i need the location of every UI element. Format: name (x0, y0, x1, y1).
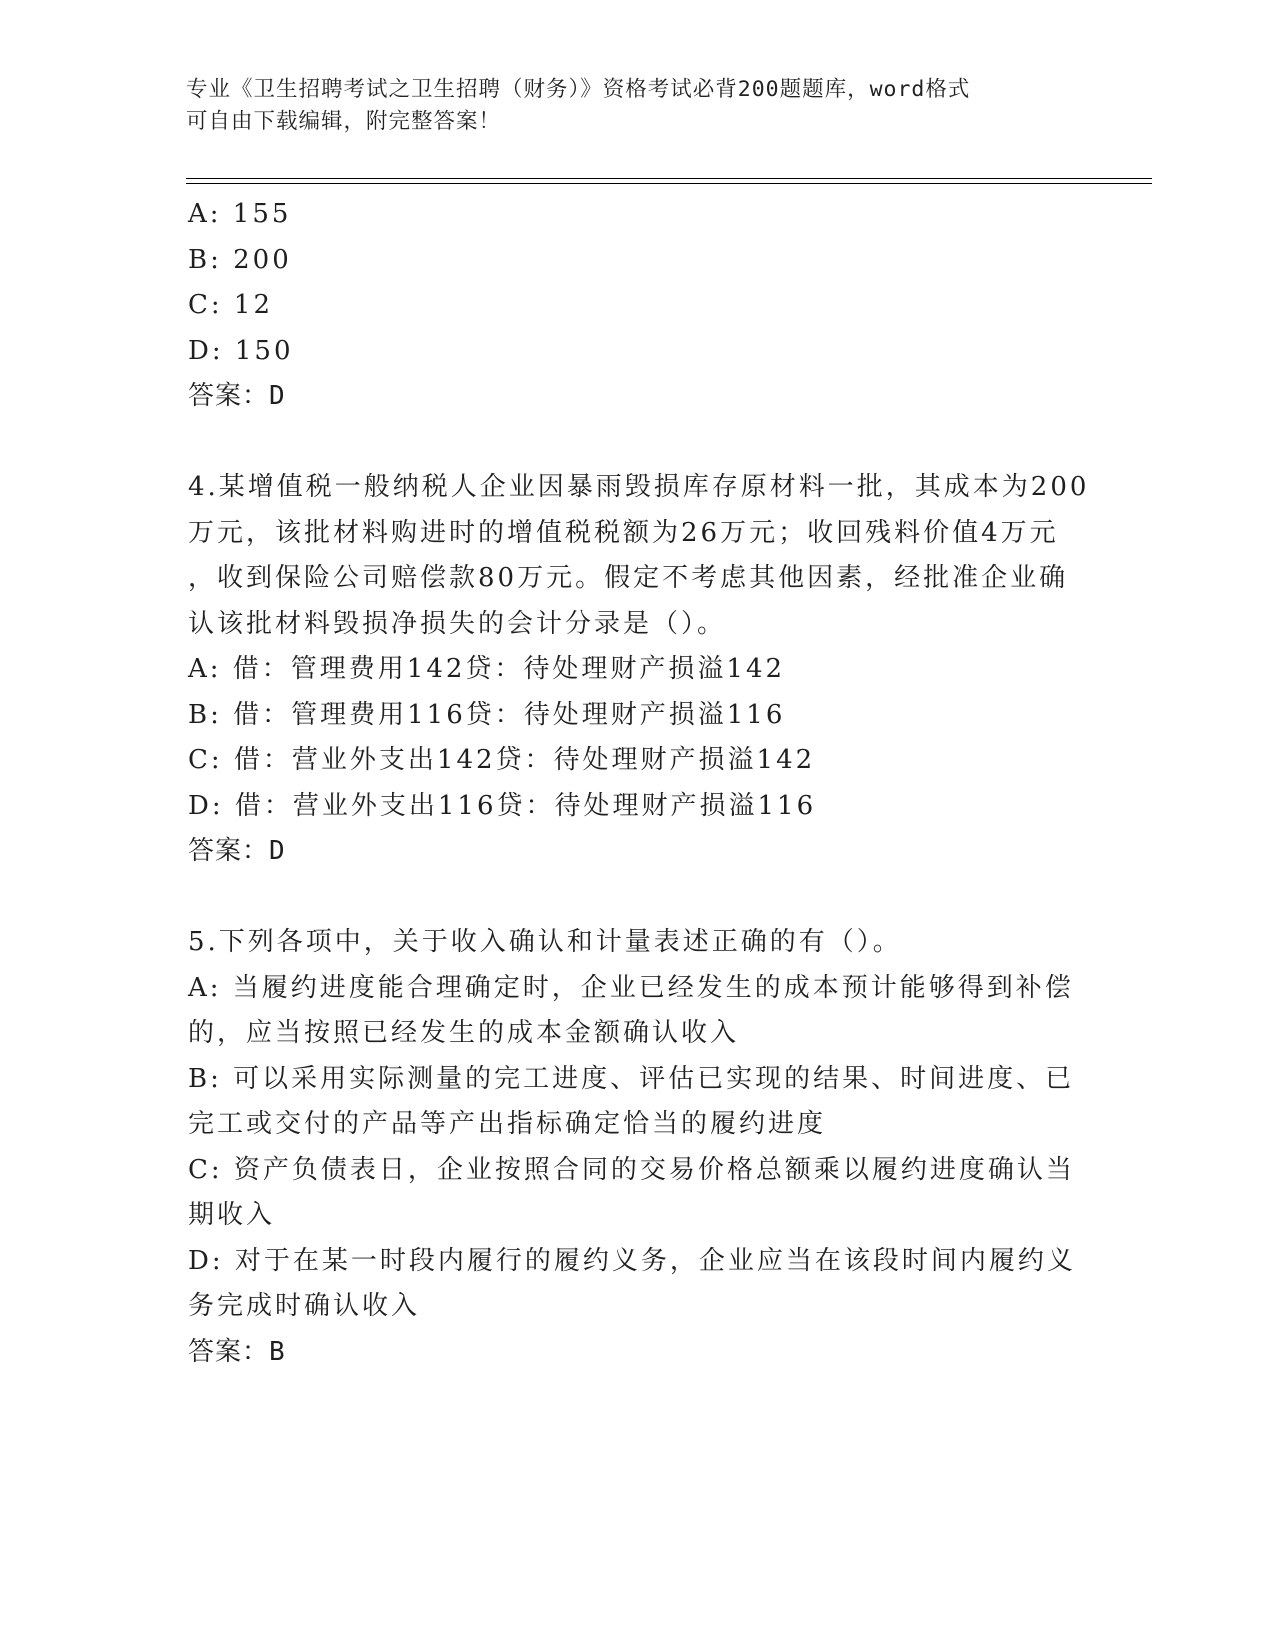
header-title-line-1: 专业《卫生招聘考试之卫生招聘（财务）》资格考试必背200题题库，word格式 (186, 77, 971, 102)
q3-option-a: A: 155 (188, 199, 292, 229)
header-divider-bottom (186, 183, 1152, 184)
q5-option-b-line-1: B: 可以采用实际测量的完工进度、评估已实现的结果、时间进度、已 (188, 1063, 1075, 1094)
q5-option-a-line-1: A: 当履约进度能合理确定时，企业已经发生的成本预计能够得到补偿 (188, 972, 1074, 1003)
spacer (188, 875, 1088, 921)
header-divider-top (186, 178, 1152, 179)
q3-answer: 答案：D (188, 381, 286, 411)
q4-stem-line-1: 4.某增值税一般纳税人企业因暴雨毁损库存原材料一批，其成本为200 (188, 472, 1090, 502)
question-3 (188, 192, 1088, 420)
q3-option-d: D: 150 (188, 335, 294, 366)
q5-option-c-line-1: C: 资产负债表日，企业按照合同的交易价格总额乘以履约进度确认当 (188, 1154, 1075, 1185)
q4-stem-line-3: ，收到保险公司赔偿款80万元。假定不考虑其他因素，经批准企业确 (188, 563, 1069, 593)
question-5 (188, 920, 1088, 1375)
q5-option-d-line-2: 务完成时确认收入 (188, 1291, 421, 1321)
q4-stem-line-2: 万元，该批材料购进时的增值税税额为26万元；收回残料价值4万元 (188, 517, 1059, 548)
header-title-line-2: 可自由下载编辑，附完整答案！ (186, 109, 502, 134)
q5-option-d-line-1: D: 对于在某一时段内履行的履约义务，企业应当在该段时间内履约义 (188, 1245, 1076, 1276)
q5-answer: 答案：B (188, 1336, 286, 1367)
q4-answer: 答案：D (188, 836, 286, 866)
q5-option-b-line-2: 完工或交付的产品等产出指标确定恰当的履约进度 (188, 1109, 827, 1139)
question-4 (188, 465, 1088, 875)
q4-stem-line-4: 认该批材料毁损净损失的会计分录是（）。 (188, 608, 727, 639)
q4-option-b: B: 借：管理费用116贷：待处理财产损溢116 (188, 699, 786, 730)
q3-option-c: C: 12 (188, 290, 274, 320)
document-header (186, 74, 1086, 138)
q4-option-a: A: 借：管理费用142贷：待处理财产损溢142 (188, 654, 786, 684)
q5-option-c-line-2: 期收入 (188, 1200, 276, 1230)
q4-option-d: D: 借：营业外支出116贷：待处理财产损溢116 (188, 790, 817, 821)
q3-option-b: B: 200 (188, 244, 292, 275)
spacer (188, 420, 1088, 466)
q5-option-a-line-2: 的，应当按照已经发生的成本金额确认收入 (188, 1018, 740, 1048)
question-content (188, 192, 1088, 1375)
q5-stem-line-1: 5.下列各项中，关于收入确认和计量表述正确的有（）。 (188, 927, 902, 957)
q4-option-c: C: 借：营业外支出142贷：待处理财产损溢142 (188, 745, 816, 775)
